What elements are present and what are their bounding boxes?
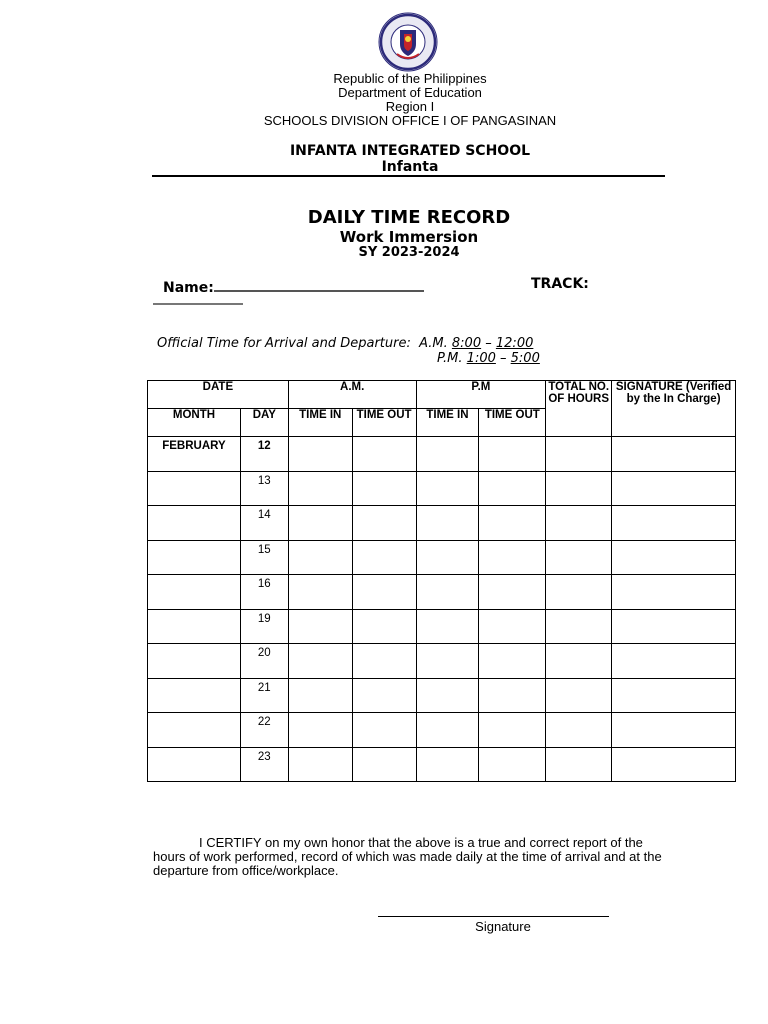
pm-time-out-cell[interactable] (479, 609, 546, 644)
day-cell: 12 (240, 437, 288, 472)
agency-header (0, 72, 768, 128)
track-blank-line[interactable] (153, 303, 243, 305)
pm-time-in-cell[interactable] (416, 609, 479, 644)
table-row (148, 437, 736, 472)
month-cell[interactable]: FEBRUARY (148, 437, 241, 472)
pm-time-out-cell[interactable] (479, 713, 546, 748)
header-total-hours: TOTAL NO. OF HOURS (546, 381, 612, 437)
track-label: TRACK: (531, 276, 589, 292)
pm-time-out-cell[interactable] (479, 540, 546, 575)
header-pm-time-in: TIME IN (416, 409, 479, 437)
day-cell: 13 (240, 471, 288, 506)
am-time-in-cell[interactable] (288, 644, 352, 679)
header-am-time-out: TIME OUT (352, 409, 416, 437)
header-line-department: Department of Education (338, 85, 482, 100)
table-row (148, 713, 736, 748)
total-hours-cell[interactable] (546, 540, 612, 575)
am-time-out-cell[interactable] (352, 437, 416, 472)
day-cell: 14 (240, 506, 288, 541)
month-cell[interactable] (148, 678, 241, 713)
signature-cell[interactable] (612, 437, 736, 472)
pm-start-time: 1:00 (466, 351, 496, 366)
day-cell: 16 (240, 575, 288, 610)
am-time-in-cell[interactable] (288, 678, 352, 713)
day-cell: 21 (240, 678, 288, 713)
am-time-in-cell[interactable] (288, 609, 352, 644)
pm-time-out-cell[interactable] (479, 471, 546, 506)
pm-time-in-cell[interactable] (416, 437, 479, 472)
name-label: Name: (163, 280, 214, 296)
am-time-in-cell[interactable] (288, 540, 352, 575)
month-cell[interactable] (148, 747, 241, 782)
document-subtitle: Work Immersion (339, 228, 479, 246)
month-cell[interactable] (148, 713, 241, 748)
total-hours-cell[interactable] (546, 575, 612, 610)
pm-time-out-cell[interactable] (479, 747, 546, 782)
header-line-region: Region I (385, 99, 435, 114)
header-line-republic: Republic of the Philippines (333, 71, 487, 86)
am-time-in-cell[interactable] (288, 471, 352, 506)
pm-time-out-cell[interactable] (479, 506, 546, 541)
header-date: DATE (148, 381, 289, 409)
pm-end-time: 5:00 (510, 351, 540, 366)
month-cell[interactable] (148, 575, 241, 610)
day-cell: 19 (240, 609, 288, 644)
header-day: DAY (240, 409, 288, 437)
name-blank-line[interactable] (214, 276, 424, 292)
signature-label: Signature (475, 919, 531, 934)
header-signature: SIGNATURE (Verified by the In Charge) (612, 381, 736, 437)
school-place: Infanta (381, 159, 439, 175)
am-time-out-cell[interactable] (352, 713, 416, 748)
month-cell[interactable] (148, 609, 241, 644)
am-start-time: 8:00 (451, 336, 482, 351)
table-row (148, 575, 736, 610)
table-row (148, 540, 736, 575)
pm-time-out-cell[interactable] (479, 644, 546, 679)
pm-dash: – (500, 351, 507, 366)
am-time-out-cell[interactable] (352, 506, 416, 541)
header-pm: P.M (416, 381, 546, 409)
table-row (148, 506, 736, 541)
pm-time-out-cell[interactable] (479, 437, 546, 472)
day-cell: 22 (240, 713, 288, 748)
deped-seal-logo (373, 12, 443, 72)
month-cell[interactable] (148, 471, 241, 506)
month-cell[interactable] (148, 506, 241, 541)
total-hours-cell[interactable] (546, 609, 612, 644)
header-divider (152, 175, 665, 177)
pm-time-out-cell[interactable] (479, 678, 546, 713)
month-cell[interactable] (148, 644, 241, 679)
school-year: SY 2023-2024 (358, 245, 460, 260)
certification-text: I CERTIFY on my own honor that the above is a true and correct report of the hours of work performed, record of which was made daily at the time of arrival and at the departure from office/workplace. (153, 835, 662, 878)
pm-time-in-cell[interactable] (416, 575, 479, 610)
official-time-am-line (157, 336, 540, 351)
am-time-in-cell[interactable] (288, 713, 352, 748)
signature-cell[interactable] (612, 644, 736, 679)
school-block (0, 143, 768, 175)
table-row (148, 471, 736, 506)
am-time-in-cell[interactable] (288, 506, 352, 541)
signature-cell[interactable] (612, 747, 736, 782)
signature-cell[interactable] (612, 678, 736, 713)
total-hours-cell[interactable] (546, 644, 612, 679)
table-row (148, 609, 736, 644)
am-time-out-cell[interactable] (352, 609, 416, 644)
pm-time-in-cell[interactable] (416, 506, 479, 541)
header-am: A.M. (288, 381, 416, 409)
total-hours-cell[interactable] (546, 506, 612, 541)
am-dash: – (485, 336, 492, 351)
am-time-in-cell[interactable] (288, 575, 352, 610)
table-row (148, 747, 736, 782)
pm-time-in-cell[interactable] (416, 644, 479, 679)
am-time-out-cell[interactable] (352, 575, 416, 610)
pm-label: P.M. (437, 351, 463, 366)
header-pm-time-out: TIME OUT (479, 409, 546, 437)
total-hours-cell[interactable] (546, 437, 612, 472)
am-end-time: 12:00 (495, 336, 534, 351)
school-name: INFANTA INTEGRATED SCHOOL (289, 143, 531, 159)
pm-time-in-cell[interactable] (416, 471, 479, 506)
am-time-in-cell[interactable] (288, 747, 352, 782)
table-row (148, 644, 736, 679)
signature-cell[interactable] (612, 575, 736, 610)
day-cell: 15 (240, 540, 288, 575)
pm-time-in-cell[interactable] (416, 747, 479, 782)
am-time-out-cell[interactable] (352, 540, 416, 575)
am-label: A.M. (419, 336, 448, 351)
name-field[interactable] (163, 276, 424, 296)
am-time-out-cell[interactable] (352, 471, 416, 506)
document-title: DAILY TIME RECORD (307, 207, 511, 228)
am-time-out-cell[interactable] (352, 747, 416, 782)
header-am-time-in: TIME IN (288, 409, 352, 437)
signature-cell[interactable] (612, 609, 736, 644)
day-cell: 23 (240, 747, 288, 782)
certification-statement (153, 836, 663, 878)
pm-time-in-cell[interactable] (416, 678, 479, 713)
am-time-out-cell[interactable] (352, 678, 416, 713)
month-cell[interactable] (148, 540, 241, 575)
official-time (157, 336, 540, 366)
total-hours-cell[interactable] (546, 713, 612, 748)
total-hours-cell[interactable] (546, 678, 612, 713)
total-hours-cell[interactable] (546, 471, 612, 506)
time-record-rows (148, 437, 736, 782)
time-record-table (147, 380, 736, 782)
day-cell: 20 (240, 644, 288, 679)
table-row (148, 678, 736, 713)
signature-cell[interactable] (612, 471, 736, 506)
official-time-pm-line (157, 351, 540, 366)
signature-cell[interactable] (612, 506, 736, 541)
total-hours-cell[interactable] (546, 747, 612, 782)
pm-time-in-cell[interactable] (416, 540, 479, 575)
header-month: MONTH (148, 409, 241, 437)
official-time-label: Official Time for Arrival and Departure: (157, 336, 411, 351)
signature-line[interactable] (378, 916, 609, 917)
pm-time-in-cell[interactable] (416, 713, 479, 748)
signature-cell[interactable] (612, 713, 736, 748)
signature-cell[interactable] (612, 540, 736, 575)
pm-time-out-cell[interactable] (479, 575, 546, 610)
header-line-division: SCHOOLS DIVISION OFFICE I OF PANGASINAN (263, 113, 557, 128)
am-time-out-cell[interactable] (352, 644, 416, 679)
am-time-in-cell[interactable] (288, 437, 352, 472)
